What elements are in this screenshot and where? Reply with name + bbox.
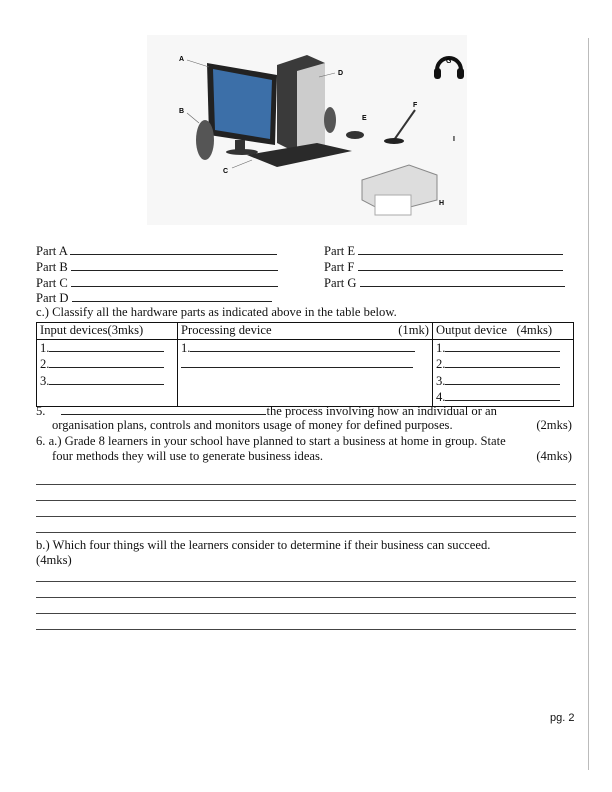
svg-text:B: B (179, 108, 185, 115)
processing-item-1: 1. (181, 340, 429, 357)
answer-line-6a-4[interactable] (36, 532, 576, 533)
part-b-row: Part B (36, 259, 278, 275)
speaker-right (324, 107, 336, 133)
part-a-answer[interactable] (70, 243, 277, 255)
question-6b-line1: b.) Which four things will the learners consider to determine if their business can succeed. (36, 538, 491, 552)
computer-hardware-figure (147, 35, 467, 225)
svg-text:H: H (439, 200, 445, 207)
header-output: Output device (4mks) (433, 323, 574, 340)
output-item-2: 2. (436, 356, 570, 373)
answer-line-6b-1[interactable] (36, 581, 576, 582)
answer-line-6a-1[interactable] (36, 484, 576, 485)
question-6a-line2: four methods they will use to generate business ideas. (4mks) (52, 449, 572, 463)
answer-line-6a-3[interactable] (36, 516, 576, 517)
page-number: pg. 2 (550, 712, 575, 724)
classification-table (36, 322, 574, 407)
question-5-line2: organisation plans, controls and monitors usage of money for defined purposes. (2mks) (52, 418, 572, 432)
microphone (384, 138, 404, 144)
part-g-row: Part G (324, 275, 565, 291)
part-b-answer[interactable] (71, 259, 278, 271)
answer-line-6a-2[interactable] (36, 500, 576, 501)
input-item-1: 1. (40, 340, 174, 357)
part-c-row: Part C (36, 275, 278, 291)
output-item-4: 4. (436, 389, 570, 406)
question-5-line1: 5. the process involving how an individual or an (36, 404, 497, 418)
input-item-3: 3. (40, 373, 174, 390)
svg-text:E: E (362, 115, 367, 122)
part-e-answer[interactable] (358, 243, 563, 255)
answer-line-6b-2[interactable] (36, 597, 576, 598)
part-f-answer[interactable] (358, 259, 563, 271)
part-a-row: Part A (36, 243, 277, 259)
svg-text:D: D (338, 70, 344, 77)
processing-cell (178, 339, 433, 406)
svg-text:C: C (223, 168, 229, 175)
svg-text:G: G (446, 58, 452, 65)
output-item-1: 1. (436, 340, 570, 357)
part-d-row: Part D (36, 290, 272, 306)
svg-text:A: A (179, 56, 185, 63)
output-item-3: 3. (436, 373, 570, 390)
answer-line-6b-3[interactable] (36, 613, 576, 614)
header-input: Input devices(3mks) (37, 323, 178, 340)
input-item-2: 2. (40, 356, 174, 373)
classify-instruction: c.) Classify all the hardware parts as indicated above in the table below. (36, 305, 397, 319)
svg-text:I: I (453, 136, 455, 143)
output-cell (433, 339, 574, 406)
question-6a-line1: 6. a.) Grade 8 learners in your school have planned to start a business at home in group. State (36, 434, 506, 448)
header-processing: Processing device (1mk) (178, 323, 433, 340)
question-5-answer[interactable] (61, 403, 266, 415)
part-d-answer[interactable] (72, 290, 272, 302)
table-header-row (37, 323, 574, 340)
part-f-row: Part F (324, 259, 563, 275)
input-cell (37, 339, 178, 406)
speaker-left (196, 120, 214, 160)
part-e-row: Part E (324, 243, 563, 259)
part-c-answer[interactable] (71, 275, 278, 287)
mouse (346, 131, 364, 139)
table-body-row (37, 339, 574, 406)
page-edge-line (588, 38, 589, 770)
svg-text:F: F (413, 102, 418, 109)
part-g-answer[interactable] (360, 275, 565, 287)
answer-line-6b-4[interactable] (36, 629, 576, 630)
question-6b-marks: (4mks) (36, 553, 72, 567)
